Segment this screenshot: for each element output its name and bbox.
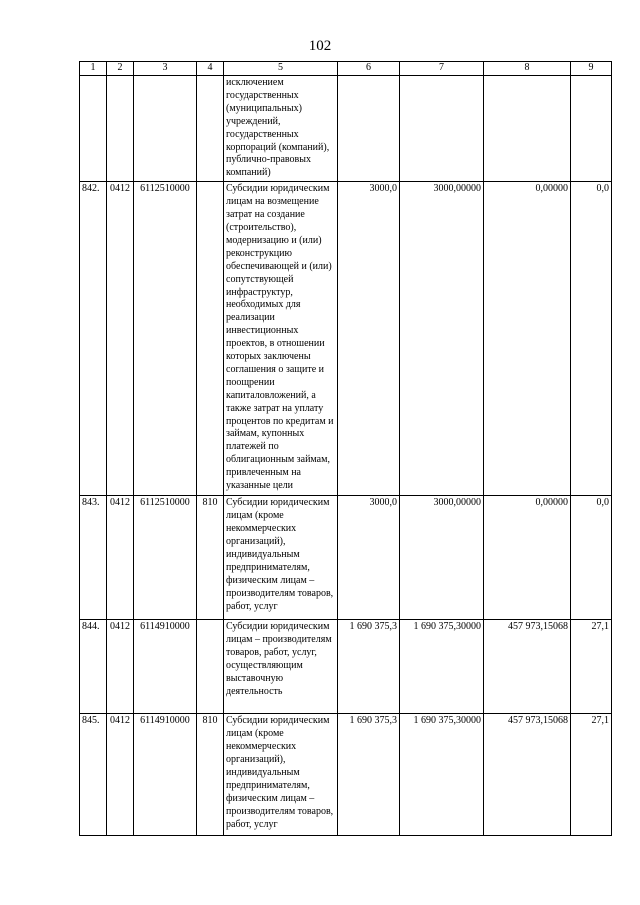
page-number: 102: [308, 38, 332, 54]
table-row: [80, 182, 612, 496]
table-row: [80, 714, 612, 836]
column-header: 4: [197, 62, 224, 76]
target-article-code: 6114910000: [134, 714, 197, 836]
table-row: [80, 620, 612, 714]
item-name: исключением государственных (муниципальных) учреждений, государственных корпораций (компаний), публично-правовых компаний): [224, 76, 338, 182]
column-header: 1: [80, 62, 107, 76]
target-article-code: 6112510000: [134, 496, 197, 620]
target-article-code: [134, 76, 197, 182]
row-number: 844.: [80, 620, 107, 714]
value-col-6: 1 690 375,3: [338, 620, 400, 714]
value-col-6: 3000,0: [338, 496, 400, 620]
item-name: Субсидии юридическим лицам на возмещение затрат на создание (строительство), модернизацию и (или) реконструкцию обеспечивающей и (или) сопутствующей инфраструктур, необходимых для реализации инвестиционных проектов, в отношении которых заключены соглашения о защите и поощрении капиталовложений, а также затрат на уплату процентов по кредитам и займам, купонных платежей по облигационным займам, привлеченным на указанные цели: [224, 182, 338, 496]
row-number: 843.: [80, 496, 107, 620]
expense-type-code: [197, 182, 224, 496]
value-col-8: 0,00000: [484, 182, 571, 496]
expense-type-code: 810: [197, 496, 224, 620]
item-name: Субсидии юридическим лицам (кроме некоммерческих организаций), индивидуальным предпринимателям, физическим лицам – производителям товаров, работ, услуг: [224, 714, 338, 836]
value-col-6: [338, 76, 400, 182]
value-col-7: 1 690 375,30000: [400, 714, 484, 836]
value-col-9: 0,0: [571, 496, 612, 620]
table-row: [80, 76, 612, 182]
value-col-7: [400, 76, 484, 182]
target-article-code: 6114910000: [134, 620, 197, 714]
column-header: 7: [400, 62, 484, 76]
column-header: 2: [107, 62, 134, 76]
value-col-8: 0,00000: [484, 496, 571, 620]
section-code: [107, 76, 134, 182]
expense-type-code: [197, 76, 224, 182]
value-col-9: 0,0: [571, 182, 612, 496]
section-code: 0412: [107, 182, 134, 496]
row-number: [80, 76, 107, 182]
section-code: 0412: [107, 496, 134, 620]
value-col-7: 3000,00000: [400, 496, 484, 620]
expense-type-code: 810: [197, 714, 224, 836]
value-col-8: 457 973,15068: [484, 620, 571, 714]
item-name: Субсидии юридическим лицам (кроме некоммерческих организаций), индивидуальным предпринимателям, физическим лицам – производителям товаров, работ, услуг: [224, 496, 338, 620]
column-header: 3: [134, 62, 197, 76]
value-col-9: 27,1: [571, 620, 612, 714]
value-col-6: 1 690 375,3: [338, 714, 400, 836]
column-header: 6: [338, 62, 400, 76]
expense-type-code: [197, 620, 224, 714]
header-row: [80, 62, 612, 76]
item-name: Субсидии юридическим лицам – производителям товаров, работ, услуг, осуществляющим выставочную деятельность: [224, 620, 338, 714]
row-number: 845.: [80, 714, 107, 836]
row-number: 842.: [80, 182, 107, 496]
table-row: [80, 496, 612, 620]
value-col-8: 457 973,15068: [484, 714, 571, 836]
column-header: 5: [224, 62, 338, 76]
section-code: 0412: [107, 620, 134, 714]
column-header: 9: [571, 62, 612, 76]
value-col-6: 3000,0: [338, 182, 400, 496]
value-col-9: 27,1: [571, 714, 612, 836]
target-article-code: 6112510000: [134, 182, 197, 496]
value-col-7: 3000,00000: [400, 182, 484, 496]
value-col-9: [571, 76, 612, 182]
budget-table: [79, 61, 612, 836]
section-code: 0412: [107, 714, 134, 836]
value-col-7: 1 690 375,30000: [400, 620, 484, 714]
column-header: 8: [484, 62, 571, 76]
value-col-8: [484, 76, 571, 182]
